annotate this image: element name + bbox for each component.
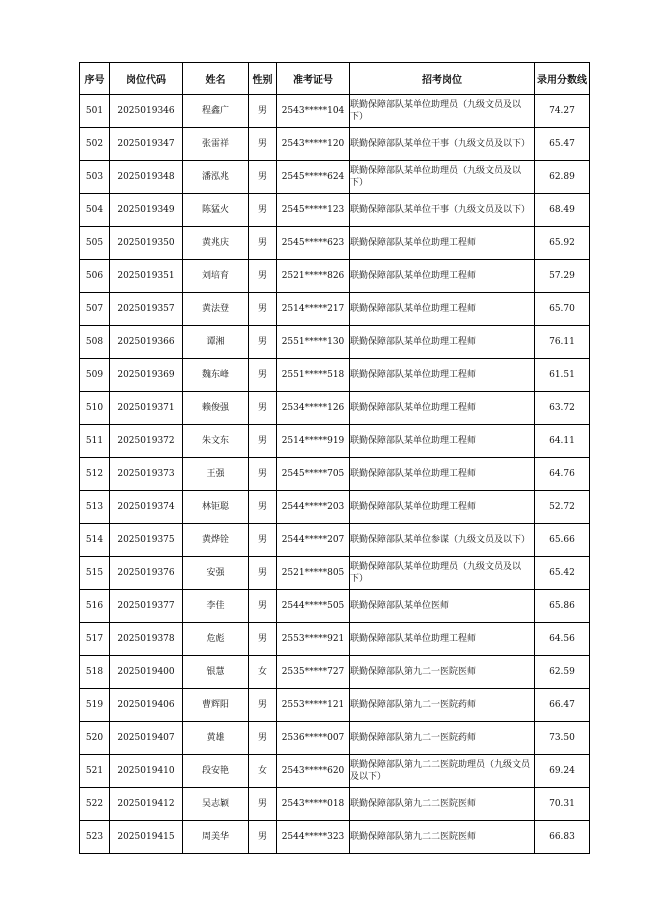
cell-score: 62.59 [535, 656, 590, 689]
cell-score: 52.72 [535, 491, 590, 524]
cell-name: 刘培育 [183, 260, 249, 293]
table-row [80, 227, 590, 260]
cell-exam-id: 2545*****623 [277, 227, 350, 260]
cell-position: 联勤保障部队某单位助理工程师 [350, 260, 535, 293]
cell-index: 508 [80, 326, 110, 359]
cell-gender: 男 [249, 722, 277, 755]
header-score-line: 录用分数线 [535, 63, 590, 95]
cell-index: 510 [80, 392, 110, 425]
cell-name: 王强 [183, 458, 249, 491]
cell-index: 509 [80, 359, 110, 392]
cell-exam-id: 2544*****203 [277, 491, 350, 524]
cell-score: 64.56 [535, 623, 590, 656]
cell-position-code: 2025019351 [110, 260, 183, 293]
table-row [80, 326, 590, 359]
header-position-code: 岗位代码 [110, 63, 183, 95]
cell-position: 联勤保障部队第九二二医院医师 [350, 788, 535, 821]
cell-score: 65.47 [535, 128, 590, 161]
cell-index: 515 [80, 557, 110, 590]
cell-gender: 男 [249, 227, 277, 260]
cell-index: 502 [80, 128, 110, 161]
cell-index: 522 [80, 788, 110, 821]
cell-position: 联勤保障部队某单位助理工程师 [350, 623, 535, 656]
cell-index: 506 [80, 260, 110, 293]
cell-gender: 女 [249, 656, 277, 689]
header-row [80, 63, 590, 95]
cell-index: 505 [80, 227, 110, 260]
cell-position: 联勤保障部队某单位助理工程师 [350, 458, 535, 491]
cell-position-code: 2025019377 [110, 590, 183, 623]
table-row [80, 788, 590, 821]
cell-gender: 男 [249, 623, 277, 656]
cell-name: 潘泓兆 [183, 161, 249, 194]
table-row [80, 95, 590, 128]
cell-score: 66.47 [535, 689, 590, 722]
cell-score: 69.24 [535, 755, 590, 788]
cell-score: 62.89 [535, 161, 590, 194]
cell-position: 联勤保障部队某单位助理员（九级文员及以下） [350, 161, 535, 194]
cell-exam-id: 2553*****921 [277, 623, 350, 656]
cell-exam-id: 2521*****826 [277, 260, 350, 293]
cell-position-code: 2025019373 [110, 458, 183, 491]
cell-exam-id: 2514*****217 [277, 293, 350, 326]
table-row [80, 821, 590, 854]
table-row [80, 293, 590, 326]
cell-name: 黄兆庆 [183, 227, 249, 260]
cell-index: 501 [80, 95, 110, 128]
cell-name: 银慧 [183, 656, 249, 689]
cell-position: 联勤保障部队某单位助理员（九级文员及以下） [350, 95, 535, 128]
cell-name: 魏东峰 [183, 359, 249, 392]
cell-name: 黄烨铨 [183, 524, 249, 557]
cell-name: 朱文东 [183, 425, 249, 458]
cell-exam-id: 2535*****727 [277, 656, 350, 689]
cell-position: 联勤保障部队某单位参谋（九级文员及以下） [350, 524, 535, 557]
cell-score: 65.86 [535, 590, 590, 623]
cell-exam-id: 2545*****624 [277, 161, 350, 194]
cell-gender: 女 [249, 755, 277, 788]
cell-gender: 男 [249, 95, 277, 128]
cell-index: 516 [80, 590, 110, 623]
cell-position-code: 2025019372 [110, 425, 183, 458]
cell-name: 黄法登 [183, 293, 249, 326]
cell-name: 吴志颖 [183, 788, 249, 821]
table-row [80, 128, 590, 161]
cell-index: 514 [80, 524, 110, 557]
cell-score: 76.11 [535, 326, 590, 359]
table-row [80, 161, 590, 194]
cell-gender: 男 [249, 260, 277, 293]
cell-position: 联勤保障部队某单位助理工程师 [350, 425, 535, 458]
cell-gender: 男 [249, 326, 277, 359]
cell-index: 521 [80, 755, 110, 788]
cell-position-code: 2025019406 [110, 689, 183, 722]
cell-score: 70.31 [535, 788, 590, 821]
cell-score: 66.83 [535, 821, 590, 854]
cell-name: 安强 [183, 557, 249, 590]
cell-position-code: 2025019348 [110, 161, 183, 194]
cell-name: 段安艳 [183, 755, 249, 788]
cell-name: 赖俊强 [183, 392, 249, 425]
cell-exam-id: 2553*****121 [277, 689, 350, 722]
table-row [80, 590, 590, 623]
cell-name: 李佳 [183, 590, 249, 623]
cell-position-code: 2025019369 [110, 359, 183, 392]
cell-index: 511 [80, 425, 110, 458]
cell-score: 73.50 [535, 722, 590, 755]
cell-gender: 男 [249, 425, 277, 458]
cell-index: 503 [80, 161, 110, 194]
cell-name: 周美华 [183, 821, 249, 854]
cell-position-code: 2025019371 [110, 392, 183, 425]
table-row [80, 194, 590, 227]
table-row [80, 689, 590, 722]
cell-name: 陈猛火 [183, 194, 249, 227]
cell-score: 64.11 [535, 425, 590, 458]
cell-position: 联勤保障部队第九二一医院医师 [350, 656, 535, 689]
table-row [80, 557, 590, 590]
cell-position-code: 2025019375 [110, 524, 183, 557]
cell-score: 68.49 [535, 194, 590, 227]
cell-index: 518 [80, 656, 110, 689]
cell-score: 74.27 [535, 95, 590, 128]
cell-exam-id: 2514*****919 [277, 425, 350, 458]
table-row [80, 359, 590, 392]
table-row [80, 458, 590, 491]
cell-position: 联勤保障部队某单位干事（九级文员及以下） [350, 128, 535, 161]
cell-position-code: 2025019415 [110, 821, 183, 854]
cell-position: 联勤保障部队某单位助理工程师 [350, 326, 535, 359]
cell-name: 林钜聪 [183, 491, 249, 524]
cell-exam-id: 2544*****505 [277, 590, 350, 623]
header-name: 姓名 [183, 63, 249, 95]
cell-gender: 男 [249, 161, 277, 194]
cell-exam-id: 2543*****120 [277, 128, 350, 161]
cell-exam-id: 2545*****123 [277, 194, 350, 227]
cell-name: 程鑫广 [183, 95, 249, 128]
cell-index: 512 [80, 458, 110, 491]
table-row [80, 755, 590, 788]
cell-position: 联勤保障部队某单位干事（九级文员及以下） [350, 194, 535, 227]
cell-exam-id: 2536*****007 [277, 722, 350, 755]
cell-score: 65.66 [535, 524, 590, 557]
cell-index: 517 [80, 623, 110, 656]
cell-name: 曹辉阳 [183, 689, 249, 722]
header-gender: 性别 [249, 63, 277, 95]
cell-gender: 男 [249, 788, 277, 821]
cell-gender: 男 [249, 821, 277, 854]
cell-position: 联勤保障部队某单位助理工程师 [350, 227, 535, 260]
cell-position: 联勤保障部队第九二一医院药师 [350, 689, 535, 722]
cell-exam-id: 2521*****805 [277, 557, 350, 590]
cell-position-code: 2025019347 [110, 128, 183, 161]
cell-position: 联勤保障部队某单位医师 [350, 590, 535, 623]
recruitment-score-table [79, 62, 590, 854]
cell-score: 65.42 [535, 557, 590, 590]
cell-position-code: 2025019400 [110, 656, 183, 689]
cell-score: 57.29 [535, 260, 590, 293]
cell-position: 联勤保障部队某单位助理工程师 [350, 359, 535, 392]
cell-position-code: 2025019357 [110, 293, 183, 326]
cell-exam-id: 2543*****018 [277, 788, 350, 821]
cell-index: 507 [80, 293, 110, 326]
cell-exam-id: 2544*****323 [277, 821, 350, 854]
cell-gender: 男 [249, 458, 277, 491]
table-row [80, 491, 590, 524]
cell-index: 520 [80, 722, 110, 755]
cell-exam-id: 2551*****130 [277, 326, 350, 359]
cell-gender: 男 [249, 359, 277, 392]
cell-exam-id: 2551*****518 [277, 359, 350, 392]
cell-score: 63.72 [535, 392, 590, 425]
cell-position-code: 2025019366 [110, 326, 183, 359]
table-row [80, 425, 590, 458]
cell-position: 联勤保障部队某单位助理工程师 [350, 491, 535, 524]
cell-position-code: 2025019407 [110, 722, 183, 755]
cell-gender: 男 [249, 194, 277, 227]
cell-exam-id: 2545*****705 [277, 458, 350, 491]
header-position: 招考岗位 [350, 63, 535, 95]
cell-position: 联勤保障部队某单位助理工程师 [350, 392, 535, 425]
table-row [80, 656, 590, 689]
cell-position: 联勤保障部队第九二二医院医师 [350, 821, 535, 854]
table-row [80, 524, 590, 557]
cell-position: 联勤保障部队某单位助理工程师 [350, 293, 535, 326]
cell-gender: 男 [249, 491, 277, 524]
cell-gender: 男 [249, 293, 277, 326]
table-row [80, 623, 590, 656]
cell-position-code: 2025019349 [110, 194, 183, 227]
cell-score: 64.76 [535, 458, 590, 491]
cell-position-code: 2025019350 [110, 227, 183, 260]
cell-position-code: 2025019378 [110, 623, 183, 656]
cell-position-code: 2025019376 [110, 557, 183, 590]
cell-score: 61.51 [535, 359, 590, 392]
table-row [80, 260, 590, 293]
cell-exam-id: 2544*****207 [277, 524, 350, 557]
cell-gender: 男 [249, 689, 277, 722]
cell-position: 联勤保障部队第九二一医院药师 [350, 722, 535, 755]
cell-gender: 男 [249, 590, 277, 623]
cell-position-code: 2025019374 [110, 491, 183, 524]
cell-index: 504 [80, 194, 110, 227]
cell-name: 张雷祥 [183, 128, 249, 161]
cell-position: 联勤保障部队第九二二医院助理员（九级文员及以下） [350, 755, 535, 788]
cell-index: 519 [80, 689, 110, 722]
cell-gender: 男 [249, 557, 277, 590]
table-row [80, 722, 590, 755]
cell-gender: 男 [249, 524, 277, 557]
cell-position-code: 2025019346 [110, 95, 183, 128]
header-exam-id: 准考证号 [277, 63, 350, 95]
cell-exam-id: 2543*****104 [277, 95, 350, 128]
cell-name: 谭湘 [183, 326, 249, 359]
header-index: 序号 [80, 63, 110, 95]
cell-name: 危彪 [183, 623, 249, 656]
cell-position: 联勤保障部队某单位助理员（九级文员及以下） [350, 557, 535, 590]
cell-exam-id: 2543*****620 [277, 755, 350, 788]
cell-index: 523 [80, 821, 110, 854]
cell-gender: 男 [249, 128, 277, 161]
cell-index: 513 [80, 491, 110, 524]
cell-position-code: 2025019410 [110, 755, 183, 788]
cell-score: 65.70 [535, 293, 590, 326]
cell-position-code: 2025019412 [110, 788, 183, 821]
cell-exam-id: 2534*****126 [277, 392, 350, 425]
cell-score: 65.92 [535, 227, 590, 260]
cell-name: 黄雄 [183, 722, 249, 755]
cell-gender: 男 [249, 392, 277, 425]
table-row [80, 392, 590, 425]
